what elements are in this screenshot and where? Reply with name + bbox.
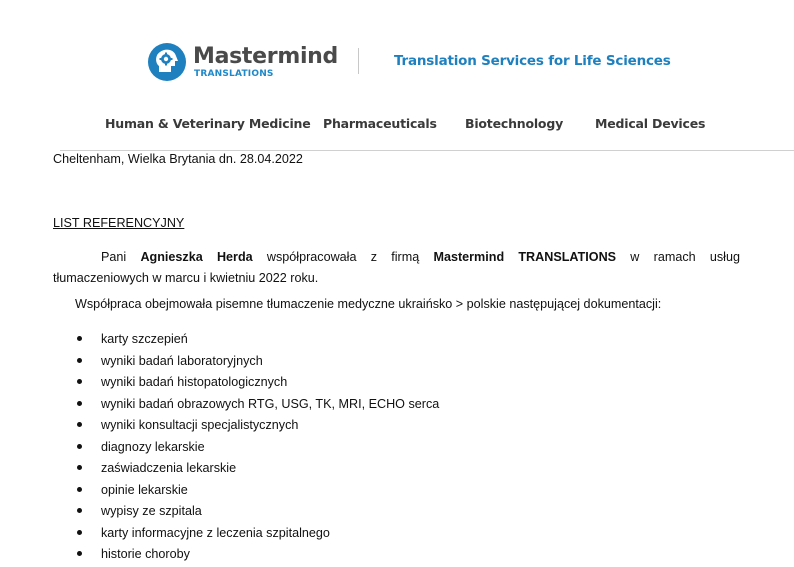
brand-name: Mastermind <box>193 44 338 69</box>
intro-line-2: tłumaczeniowych w marcu i kwietniu 2022 roku. <box>53 271 319 285</box>
list-item <box>0 438 794 460</box>
list-item-text: wyniki konsultacji specjalistycznych <box>101 418 299 432</box>
header-divider <box>358 48 359 74</box>
brand-subtitle: TRANSLATIONS <box>194 69 274 79</box>
list-item <box>0 459 794 481</box>
list-item-text: opinie lekarskie <box>101 482 188 497</box>
list-item-text: wyniki badań laboratoryjnych <box>101 353 263 368</box>
tagline: Translation Services for Life Sciences <box>394 53 671 69</box>
list-item <box>0 481 794 503</box>
document-types-list <box>0 330 794 567</box>
nav-item-pharmaceuticals: Pharmaceuticals <box>323 116 437 131</box>
list-item-text: wyniki badań obrazowych RTG, USG, TK, MRI, ECHO serca <box>101 396 440 411</box>
intro-line-1 <box>53 246 740 268</box>
list-item-text: wypisy ze szpitala <box>101 504 202 518</box>
bullet-icon <box>77 422 82 427</box>
bullet-icon <box>77 487 82 492</box>
list-item-text: diagnozy lekarskie <box>101 439 205 454</box>
list-item-text: karty informacyjne z leczenia szpitalnego <box>101 525 330 540</box>
translator-name: Agnieszka Herda <box>140 250 253 264</box>
list-item <box>0 395 794 417</box>
bullet-icon <box>77 444 82 449</box>
bullet-icon <box>77 336 82 341</box>
bullet-icon <box>77 465 82 470</box>
list-item-text: karty szczepień <box>101 332 188 346</box>
nav-item-medicine: Human & Veterinary Medicine <box>105 116 311 131</box>
list-item <box>0 330 794 352</box>
bullet-icon <box>77 379 82 384</box>
intro-pre: Pani <box>101 250 141 264</box>
scope-paragraph: Współpraca obejmowała pisemne tłumaczenie medyczne ukraińsko > polskie następującej dokumentacji: <box>75 297 662 311</box>
bullet-icon <box>77 551 82 556</box>
list-item <box>0 416 794 438</box>
nav-item-medical-devices: Medical Devices <box>595 116 706 131</box>
list-item <box>0 524 794 546</box>
intro-post: w ramach usług <box>616 250 740 264</box>
header-rule <box>60 150 794 151</box>
company-name: Mastermind TRANSLATIONS <box>433 250 617 264</box>
place-date: Cheltenham, Wielka Brytania dn. 28.04.2022 <box>53 152 303 166</box>
letter-title: LIST REFERENCYJNY <box>53 216 185 230</box>
list-item-text: wyniki badań histopatologicznych <box>101 375 288 389</box>
intro-paragraph <box>53 246 740 288</box>
list-item <box>0 373 794 395</box>
bullet-icon <box>77 508 82 513</box>
list-item <box>0 502 794 524</box>
bullet-icon <box>77 401 82 406</box>
bullet-icon <box>77 358 82 363</box>
bullet-icon <box>77 530 82 535</box>
services-nav <box>0 116 794 134</box>
list-item <box>0 545 794 567</box>
intro-mid: współpracowała z firmą <box>252 250 434 264</box>
head-gears-icon <box>147 42 187 82</box>
nav-item-biotechnology: Biotechnology <box>465 116 564 131</box>
list-item <box>0 352 794 374</box>
list-item-text: zaświadczenia lekarskie <box>101 461 237 475</box>
list-item-text: historie choroby <box>101 547 190 561</box>
letterhead <box>0 0 794 150</box>
